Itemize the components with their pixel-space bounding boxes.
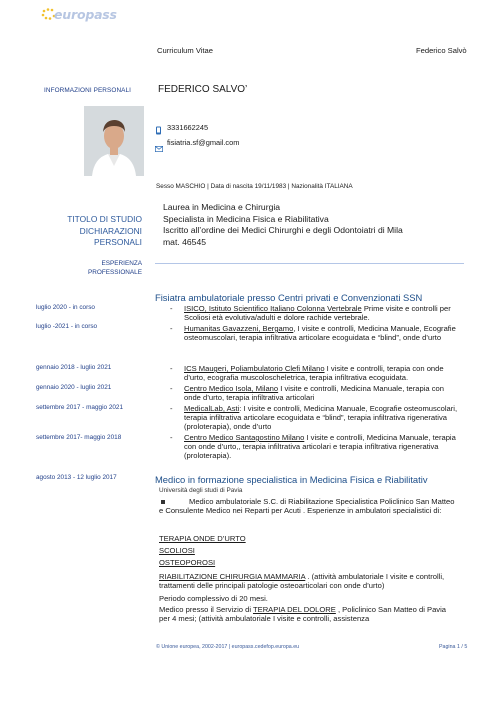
pain-prefix: Medico presso il Servizio di <box>159 605 253 614</box>
experience-entry <box>184 433 462 461</box>
email-address[interactable]: fisiatria.sf@gmail.com <box>167 138 240 147</box>
experience-label-line: ESPERIENZA <box>101 260 142 267</box>
entry-place: MedicalLab, Asti <box>184 404 240 413</box>
entry-date: luglio -2021 - in corso <box>36 323 98 330</box>
experience-entry <box>184 324 462 342</box>
footer-copyright[interactable]: © Unione europea, 2002-2017 | europass.cedefop.europa.eu <box>156 644 300 650</box>
study-content <box>163 202 403 249</box>
training-institution: Università degli studi di Pavia <box>159 487 243 494</box>
list-dash: - <box>170 404 173 413</box>
entry-place: ICS Maugeri, Poliambulatorio Clefi Milano <box>184 364 325 373</box>
study-line: Specialista in Medicina Fisica e Riabilitativa <box>163 213 329 224</box>
list-dash: - <box>170 304 173 313</box>
section-divider <box>155 263 464 264</box>
entry-place: Humanitas Gavazzeni, Bergamo <box>184 324 294 333</box>
section-label-study <box>40 214 142 249</box>
study-line: mat. 46545 <box>163 237 206 248</box>
rehab-description: . (attività ambulatoriale I visite e controlli, trattamenti delle principali patologie osteoarticolari con onde d’urto) <box>159 572 445 591</box>
specialty-item: TERAPIA ONDE D’URTO <box>159 534 246 543</box>
section-label-experience <box>40 259 142 277</box>
section-label-personal: INFORMAZIONI PERSONALI <box>44 87 132 94</box>
entry-description: , I visite e controlli, Medicina Manuale, Ecografie osteomuscolari, terapia infiltrativa articolare ecoguidata e “blind”, onde d’urto <box>184 324 456 343</box>
list-dash: - <box>170 433 173 442</box>
entry-place: ISICO, Istituto Scientifico Italiano Colonna Vertebrale <box>184 304 362 313</box>
entry-date: gennaio 2018 - luglio 2021 <box>36 364 112 371</box>
experience-entry <box>184 364 462 382</box>
study-label-line: DICHIARAZIONI <box>79 225 142 236</box>
entry-date: gennaio 2020 - luglio 2021 <box>36 384 112 391</box>
entry-place: Centro Medico Isola, Milano <box>184 384 279 393</box>
study-line: Iscritto all’ordine dei Medici Chirurghi e degli Odontoiatri di Mila <box>163 225 403 236</box>
person-name: FEDERICO SALVO’ <box>158 84 248 95</box>
personal-details: Sesso MASCHIO | Data di nascita 19/11/1983 | Nazionalità ITALIANA <box>156 183 353 190</box>
entry-date: settembre 2017- maggio 2018 <box>36 434 122 441</box>
entry-description: : I visite e controlli, Medicina Manuale, Ecografie osteomuscolari, terapia infiltrativa articolare ecoguidata e “blind”, terapia infiltrativa rigenerativa (proloterapia), onde d’urto <box>184 404 458 432</box>
entry-description: I visite e controlli, terapia con onde d’urto, ecografia muscoloscheletrica, terapia infiltrativa ecoguidata. <box>184 364 444 383</box>
list-dash: - <box>170 324 173 333</box>
entry-description: Prime visite e controlli per Scoliosi età evolutiva/adulti e dolore rachide vertebrale. <box>184 304 451 323</box>
study-label-line: TITOLO DI STUDIO <box>67 214 142 224</box>
training-title: Medico in formazione specialistica in Medicina Fisica e Riabilitativ <box>155 474 428 485</box>
header-title: Curriculum Vitae <box>157 46 213 55</box>
list-dash: - <box>170 384 173 393</box>
entry-date: settembre 2017 - maggio 2021 <box>36 404 124 411</box>
phone-number[interactable]: 3331662245 <box>167 123 209 132</box>
specialty-item: SCOLIOSI <box>159 546 195 555</box>
pain-description: , Policlinico San Matteo di Pavia per 4 mesi; (attività ambulatoriale I visite e controlli, assistenza <box>159 605 447 624</box>
training-date: agosto 2013 - 12 luglio 2017 <box>36 474 117 481</box>
experience-label-line: PROFESSIONALE <box>88 269 142 276</box>
study-line: Laurea in Medicina e Chirurgia <box>163 202 281 212</box>
entry-place: Centro Medico Santagostino Milano <box>184 433 305 442</box>
phone-icon <box>155 122 163 131</box>
profile-photo <box>84 106 144 176</box>
training-pain-text <box>159 605 459 623</box>
entry-description: I visite e controlli, Medicina Manuale, terapia con onde d’urto,, terapia infiltrativa articolari e terapia infiltrativa rigenerativa (proloterapia). <box>184 433 456 461</box>
logo-text: europass <box>54 7 117 22</box>
experience-entry <box>184 384 462 402</box>
experience-entry <box>184 404 462 432</box>
training-period: Periodo complessivo di 20 mesi. <box>159 594 268 603</box>
header-name: Federico Salvò <box>416 46 467 55</box>
training-description: Medico ambulatoriale S.C. di Riabilitazione Specialistica Policlinico San Matteo e Consulente Medico nei Reparti per Acuti . Esperienze in ambulatori specialistici di: <box>159 497 455 516</box>
experience-title: Fisiatra ambulatoriale presso Centri privati e Convenzionati SSN <box>155 292 423 303</box>
study-label-line: PERSONALI <box>94 237 142 247</box>
rehab-label: RIABILITAZIONE CHIRURGIA MAMMARIA <box>159 572 306 581</box>
entry-description: I visite e controlli, Medicina Manuale, terapia con onde d’urto, terapia infiltrativa articolari <box>184 384 445 403</box>
footer-page-number: Pagina 1 / 5 <box>439 644 468 650</box>
experience-entry <box>184 304 462 322</box>
training-rehab-text <box>159 572 459 590</box>
specialty-item: OSTEOPOROSI <box>159 558 216 567</box>
profile-photo-image <box>84 106 144 176</box>
list-dash: - <box>170 364 173 373</box>
entry-date: luglio 2020 - in corso <box>36 304 95 311</box>
pain-label: TERAPIA DEL DOLORE <box>252 605 336 614</box>
email-icon <box>155 139 163 146</box>
